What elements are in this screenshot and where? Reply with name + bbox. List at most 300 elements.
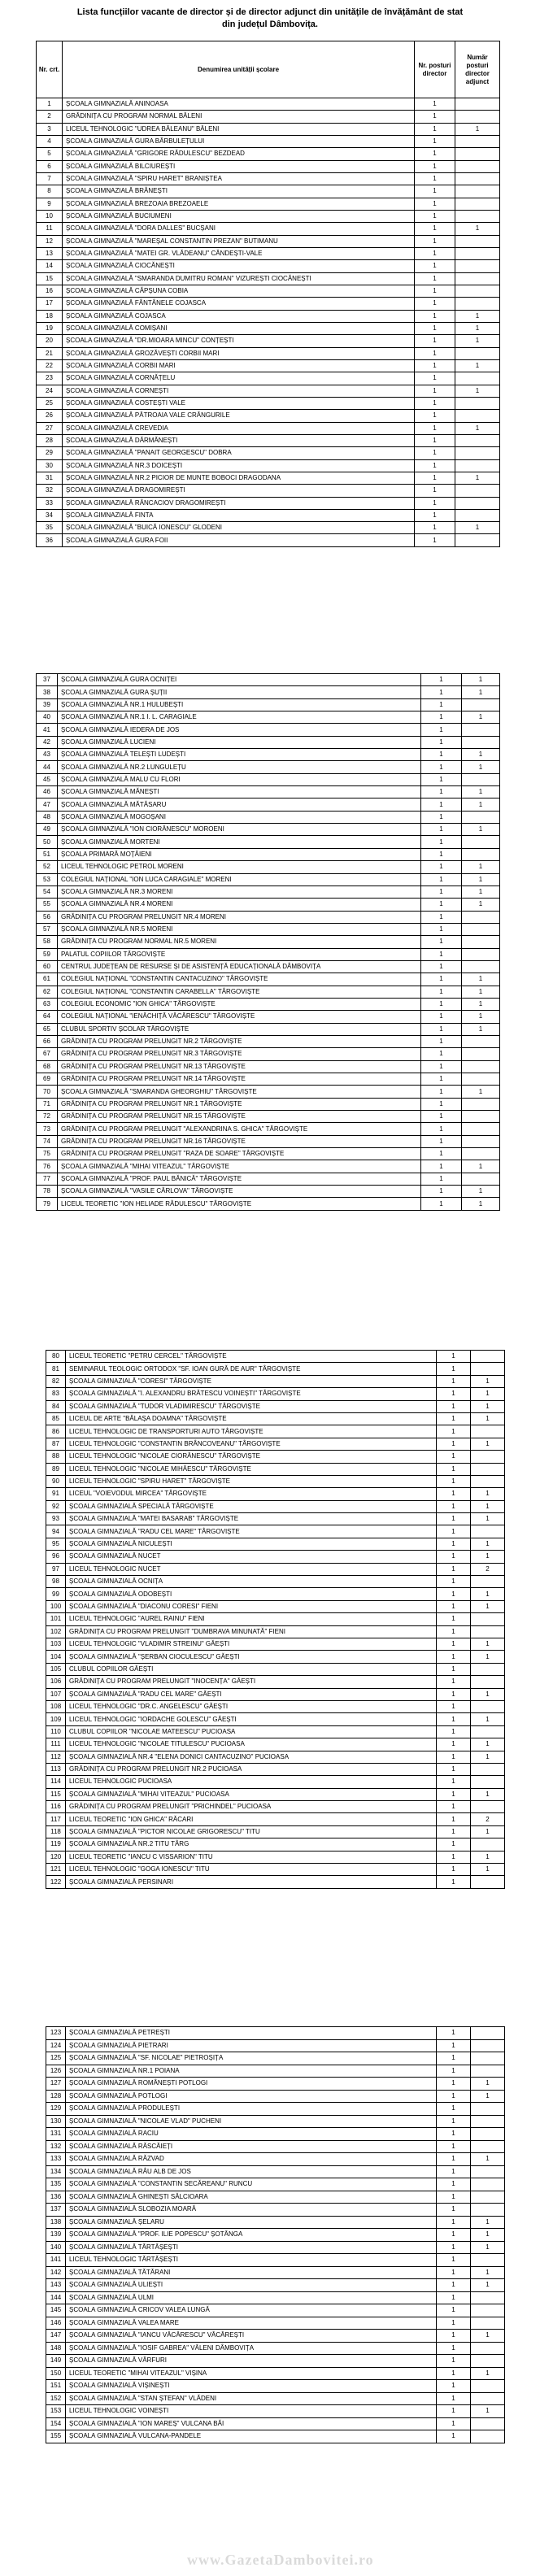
deputy-posts: 1 xyxy=(462,973,500,986)
deputy-posts: 1 xyxy=(471,2266,505,2279)
deputy-posts: 1 xyxy=(471,1500,505,1512)
unit-name: GRĂDINIȚA CU PROGRAM PRELUNGIT NR.13 TÂRGOVIȘTE xyxy=(58,1060,421,1073)
deputy-posts: 1 xyxy=(471,2216,505,2229)
director-posts: 1 xyxy=(421,1160,462,1173)
deputy-posts xyxy=(471,1475,505,1487)
deputy-posts: 1 xyxy=(471,1438,505,1450)
table-row xyxy=(37,824,500,836)
director-posts: 1 xyxy=(415,385,455,397)
row-number: 35 xyxy=(37,522,63,534)
table-row xyxy=(46,1788,505,1800)
row-number: 93 xyxy=(46,1513,66,1525)
table-row xyxy=(37,698,500,711)
director-posts: 1 xyxy=(437,2103,471,2116)
row-number: 118 xyxy=(46,1825,66,1838)
table-row xyxy=(46,1738,505,1751)
table-row xyxy=(46,2178,505,2191)
table-row xyxy=(37,359,500,372)
row-number: 24 xyxy=(37,385,63,397)
director-posts: 1 xyxy=(437,2417,471,2430)
deputy-posts: 2 xyxy=(471,1563,505,1575)
director-posts: 1 xyxy=(437,1625,471,1638)
deputy-posts xyxy=(462,1073,500,1086)
deputy-posts: 1 xyxy=(471,1400,505,1412)
row-number: 87 xyxy=(46,1438,66,1450)
director-posts: 1 xyxy=(415,310,455,322)
row-number: 108 xyxy=(46,1700,66,1712)
unit-name: ȘCOALA GIMNAZIALĂ RĂSCĂIEȚI xyxy=(66,2140,437,2153)
unit-name: GRĂDINIȚA CU PROGRAM PRELUNGIT NR.4 MORENI xyxy=(58,911,421,923)
deputy-posts xyxy=(471,1725,505,1738)
director-posts: 1 xyxy=(437,2115,471,2128)
row-number: 59 xyxy=(37,948,58,960)
deputy-posts xyxy=(462,1123,500,1135)
director-posts: 1 xyxy=(437,2204,471,2217)
unit-name: ȘCOALA GIMNAZIALĂ MALU CU FLORI xyxy=(58,773,421,785)
unit-name: ȘCOALA GIMNAZIALĂ GURA OCNIȚEI xyxy=(58,674,421,686)
table-row xyxy=(46,1651,505,1663)
director-posts: 1 xyxy=(437,1425,471,1438)
deputy-posts xyxy=(455,434,500,446)
table-row xyxy=(37,936,500,948)
director-posts: 1 xyxy=(437,1363,471,1375)
row-number: 117 xyxy=(46,1813,66,1825)
deputy-posts xyxy=(462,923,500,935)
deputy-posts xyxy=(455,235,500,247)
table-row xyxy=(46,2266,505,2279)
row-number: 153 xyxy=(46,2405,66,2418)
deputy-posts: 1 xyxy=(471,1638,505,1650)
header-unit-name: Denumirea unității școlare xyxy=(63,41,415,98)
unit-name: ȘCOALA GIMNAZIALĂ VIȘINEȘTI xyxy=(66,2380,437,2393)
director-posts: 1 xyxy=(437,1725,471,1738)
row-number: 128 xyxy=(46,2090,66,2103)
director-posts: 1 xyxy=(437,1663,471,1675)
row-number: 1 xyxy=(37,98,63,111)
deputy-posts xyxy=(462,1098,500,1110)
director-posts: 1 xyxy=(437,1813,471,1825)
row-number: 2 xyxy=(37,111,63,123)
director-posts: 1 xyxy=(437,1825,471,1838)
deputy-posts xyxy=(471,1763,505,1775)
unit-name: LICEUL TEHNOLOGIC "NICOLAE CIORĂNESCU" TÂRGOVIȘTE xyxy=(66,1451,437,1463)
row-number: 133 xyxy=(46,2153,66,2166)
row-number: 36 xyxy=(37,534,63,546)
unit-name: LICEUL TEHNOLOGIC VOINEȘTI xyxy=(66,2405,437,2418)
deputy-posts: 1 xyxy=(471,1588,505,1600)
row-number: 134 xyxy=(46,2165,66,2178)
unit-name: ȘCOALA GIMNAZIALĂ "PROF. ILIE POPESCU" ȘOTÂNGA xyxy=(66,2229,437,2242)
unit-name: ȘCOALA GIMNAZIALĂ COJASCA xyxy=(63,310,415,322)
unit-name: ȘCOALA GIMNAZIALĂ "MATEI GR. VLĂDEANU" CĂNDEȘTI-VALE xyxy=(63,247,415,259)
unit-name: LICEUL TEHNOLOGIC TĂRTĂȘEȘTI xyxy=(66,2254,437,2267)
unit-name: ȘCOALA GIMNAZIALĂ ANINOASA xyxy=(63,98,415,111)
deputy-posts xyxy=(471,1700,505,1712)
row-number: 119 xyxy=(46,1838,66,1851)
deputy-posts xyxy=(471,1351,505,1363)
director-posts: 1 xyxy=(421,1148,462,1160)
deputy-posts: 1 xyxy=(471,1751,505,1763)
header-deputy-posts: Număr posturi director adjunct xyxy=(455,41,500,98)
row-number: 102 xyxy=(46,1625,66,1638)
director-posts: 1 xyxy=(421,861,462,873)
row-number: 73 xyxy=(37,1123,58,1135)
row-number: 94 xyxy=(46,1525,66,1538)
unit-name: LICEUL TEHNOLOGIC PETROL MORENI xyxy=(58,861,421,873)
deputy-posts xyxy=(471,2342,505,2355)
director-posts: 1 xyxy=(415,410,455,422)
deputy-posts xyxy=(471,2291,505,2304)
director-posts: 1 xyxy=(437,2052,471,2065)
director-posts: 1 xyxy=(415,335,455,347)
unit-name: LICEUL "VOIEVODUL MIRCEA" TÂRGOVIȘTE xyxy=(66,1488,437,1500)
row-number: 64 xyxy=(37,1011,58,1023)
row-number: 68 xyxy=(37,1060,58,1073)
unit-name: ȘCOALA GIMNAZIALĂ "GRIGORE RĂDULESCU" BEZDEAD xyxy=(63,148,415,160)
table-row xyxy=(46,2330,505,2343)
director-posts: 1 xyxy=(437,1551,471,1563)
deputy-posts xyxy=(471,2317,505,2330)
row-number: 49 xyxy=(37,824,58,836)
table-row xyxy=(46,2417,505,2430)
row-number: 52 xyxy=(37,861,58,873)
vacancies-table-segment xyxy=(46,2026,505,2443)
deputy-posts xyxy=(471,1676,505,1688)
unit-name: ȘCOALA GIMNAZIALĂ "MIHAI VITEAZUL" TÂRGOVIȘTE xyxy=(58,1160,421,1173)
deputy-posts xyxy=(471,2039,505,2052)
table-row xyxy=(46,2090,505,2103)
deputy-posts xyxy=(462,848,500,860)
row-number: 89 xyxy=(46,1463,66,1475)
deputy-posts xyxy=(455,272,500,285)
row-number: 3 xyxy=(37,123,63,135)
row-number: 9 xyxy=(37,198,63,210)
unit-name: GRĂDINIȚA CU PROGRAM PRELUNGIT NR.16 TÂRGOVIȘTE xyxy=(58,1135,421,1147)
row-number: 112 xyxy=(46,1751,66,1763)
deputy-posts xyxy=(471,2254,505,2267)
director-posts: 1 xyxy=(421,911,462,923)
deputy-posts: 1 xyxy=(462,1186,500,1198)
unit-name: PALATUL COPIILOR TÂRGOVIȘTE xyxy=(58,948,421,960)
unit-name: ȘCOALA GIMNAZIALĂ "SMARANDA GHEORGHIU" TÂRGOVIȘTE xyxy=(58,1086,421,1098)
row-number: 54 xyxy=(37,886,58,898)
director-posts: 1 xyxy=(415,397,455,409)
deputy-posts: 1 xyxy=(471,1738,505,1751)
unit-name: LICEUL TEHNOLOGIC NUCET xyxy=(66,1563,437,1575)
deputy-posts xyxy=(471,2178,505,2191)
row-number: 34 xyxy=(37,509,63,521)
table-row xyxy=(37,724,500,736)
table-row xyxy=(46,1351,505,1363)
table-row xyxy=(46,2153,505,2166)
unit-name: LICEUL TEORETIC "IANCU C VISSARION" TITU xyxy=(66,1851,437,1863)
unit-name: ȘCOALA GIMNAZIALĂ BRĂNEȘTI xyxy=(63,185,415,198)
director-posts: 1 xyxy=(437,2342,471,2355)
table-row xyxy=(37,322,500,334)
director-posts: 1 xyxy=(437,1488,471,1500)
director-posts: 1 xyxy=(437,2140,471,2153)
row-number: 97 xyxy=(46,1563,66,1575)
unit-name: GRĂDINIȚA CU PROGRAM PRELUNGIT "RAZA DE SOARE" TÂRGOVIȘTE xyxy=(58,1148,421,1160)
unit-name: ȘCOALA GIMNAZIALĂ TĂRTĂȘEȘTI xyxy=(66,2241,437,2254)
table-row xyxy=(46,2128,505,2141)
row-number: 72 xyxy=(37,1111,58,1123)
deputy-posts xyxy=(471,1363,505,1375)
table-row xyxy=(46,2241,505,2254)
row-number: 16 xyxy=(37,285,63,297)
director-posts: 1 xyxy=(421,698,462,711)
director-posts: 1 xyxy=(421,1086,462,1098)
director-posts: 1 xyxy=(421,899,462,911)
deputy-posts xyxy=(462,960,500,973)
row-number: 155 xyxy=(46,2430,66,2443)
deputy-posts xyxy=(471,2128,505,2141)
deputy-posts xyxy=(471,2103,505,2116)
unit-name: GRĂDINIȚA CU PROGRAM PRELUNGIT NR.3 TÂRGOVIȘTE xyxy=(58,1048,421,1060)
table-row xyxy=(46,2430,505,2443)
row-number: 125 xyxy=(46,2052,66,2065)
unit-name: LICEUL TEORETIC "MIHAI VITEAZUL" VIȘINA xyxy=(66,2367,437,2380)
unit-name: ȘCOALA GIMNAZIALĂ "DIACONU CORESI" FIENI xyxy=(66,1600,437,1612)
table-row xyxy=(46,1525,505,1538)
unit-name: ȘCOALA GIMNAZIALĂ ULIEȘTI xyxy=(66,2279,437,2292)
page-title xyxy=(49,7,491,31)
table-row xyxy=(37,497,500,509)
table-row xyxy=(46,1513,505,1525)
deputy-posts xyxy=(455,98,500,111)
deputy-posts xyxy=(455,185,500,198)
table-row xyxy=(37,948,500,960)
unit-name: ȘCOALA GIMNAZIALĂ "PROF. PAUL BĂNICĂ" TÂRGOVIȘTE xyxy=(58,1173,421,1185)
table-row xyxy=(46,2103,505,2116)
director-posts: 1 xyxy=(437,1438,471,1450)
row-number: 85 xyxy=(46,1412,66,1425)
director-posts: 1 xyxy=(421,948,462,960)
table-row xyxy=(37,836,500,848)
table-row xyxy=(37,310,500,322)
unit-name: ȘCOALA GIMNAZIALĂ FINTA xyxy=(63,509,415,521)
row-number: 131 xyxy=(46,2128,66,2141)
table-row xyxy=(37,773,500,785)
director-posts: 1 xyxy=(421,1011,462,1023)
deputy-posts: 1 xyxy=(471,2078,505,2091)
row-number: 146 xyxy=(46,2317,66,2330)
table-row xyxy=(46,2165,505,2178)
unit-name: ȘCOALA GIMNAZIALĂ PRODULEȘTI xyxy=(66,2103,437,2116)
table-row xyxy=(46,2342,505,2355)
director-posts: 1 xyxy=(421,1048,462,1060)
table-row xyxy=(46,2317,505,2330)
director-posts: 1 xyxy=(415,298,455,310)
unit-name: GRĂDINIȚA CU PROGRAM PRELUNGIT NR.1 TÂRGOVIȘTE xyxy=(58,1098,421,1110)
unit-name: ȘCOALA GIMNAZIALĂ "SF. NICOLAE" PIETROȘIȚA xyxy=(66,2052,437,2065)
director-posts: 1 xyxy=(437,1513,471,1525)
director-posts: 1 xyxy=(437,1864,471,1876)
deputy-posts xyxy=(455,111,500,123)
row-number: 21 xyxy=(37,347,63,359)
row-number: 110 xyxy=(46,1725,66,1738)
deputy-posts: 1 xyxy=(462,761,500,773)
table-row xyxy=(46,2304,505,2317)
unit-name: COLEGIUL NAȚIONAL "IENĂCHIȚĂ VĂCĂRESCU" TÂRGOVIȘTE xyxy=(58,1011,421,1023)
deputy-posts xyxy=(455,485,500,497)
row-number: 29 xyxy=(37,447,63,459)
deputy-posts xyxy=(455,298,500,310)
row-number: 116 xyxy=(46,1801,66,1813)
unit-name: ȘCOALA GIMNAZIALĂ ROMÂNEȘTI POTLOGI xyxy=(66,2078,437,2091)
deputy-posts xyxy=(462,1148,500,1160)
director-posts: 1 xyxy=(415,359,455,372)
director-posts: 1 xyxy=(437,2279,471,2292)
row-number: 147 xyxy=(46,2330,66,2343)
deputy-posts xyxy=(471,1838,505,1851)
row-number: 14 xyxy=(37,260,63,272)
unit-name: SEMINARUL TEOLOGIC ORTODOX "SF. IOAN GURĂ DE AUR" TÂRGOVIȘTE xyxy=(66,1363,437,1375)
row-number: 154 xyxy=(46,2417,66,2430)
deputy-posts xyxy=(462,811,500,823)
table-row xyxy=(46,2027,505,2040)
director-posts: 1 xyxy=(415,98,455,111)
row-number: 132 xyxy=(46,2140,66,2153)
deputy-posts xyxy=(471,2027,505,2040)
row-number: 6 xyxy=(37,160,63,172)
deputy-posts: 1 xyxy=(471,1688,505,1700)
unit-name: LICEUL TEHNOLOGIC "GOGA IONESCU" TITU xyxy=(66,1864,437,1876)
deputy-posts: 1 xyxy=(455,335,500,347)
table-row xyxy=(37,98,500,111)
unit-name: LICEUL TEHNOLOGIC PUCIOASA xyxy=(66,1776,437,1788)
deputy-posts: 1 xyxy=(471,1538,505,1550)
deputy-posts xyxy=(455,497,500,509)
deputy-posts: 1 xyxy=(471,2330,505,2343)
table-row xyxy=(37,1160,500,1173)
deputy-posts: 1 xyxy=(462,886,500,898)
row-number: 25 xyxy=(37,397,63,409)
table-row xyxy=(37,761,500,773)
director-posts: 1 xyxy=(437,1651,471,1663)
deputy-posts xyxy=(471,1625,505,1638)
deputy-posts xyxy=(471,2065,505,2078)
table-row xyxy=(37,736,500,748)
row-number: 101 xyxy=(46,1613,66,1625)
unit-name: CLUBUL COPIILOR GĂEȘTI xyxy=(66,1663,437,1675)
unit-name: ȘCOALA GIMNAZIALĂ NR.5 MORENI xyxy=(58,923,421,935)
unit-name: ȘCOALA GIMNAZIALĂ "STAN ȘTEFAN" VLĂDENI xyxy=(66,2392,437,2405)
unit-name: ȘCOALA GIMNAZIALĂ MĂTĂSARU xyxy=(58,798,421,811)
unit-name: ȘCOALA GIMNAZIALĂ "RADU CEL MARE" TÂRGOVIȘTE xyxy=(66,1525,437,1538)
table-row xyxy=(37,786,500,798)
row-number: 65 xyxy=(37,1023,58,1035)
table-row xyxy=(46,1751,505,1763)
director-posts: 1 xyxy=(437,1525,471,1538)
deputy-posts xyxy=(462,773,500,785)
deputy-posts: 1 xyxy=(471,1412,505,1425)
deputy-posts xyxy=(462,936,500,948)
deputy-posts xyxy=(455,447,500,459)
director-posts: 1 xyxy=(421,886,462,898)
table-row xyxy=(37,185,500,198)
table-row xyxy=(37,973,500,986)
unit-name: ȘCOALA GIMNAZIALĂ RÂNCACIOV DRAGOMIREȘTI xyxy=(63,497,415,509)
row-number: 31 xyxy=(37,472,63,484)
row-number: 71 xyxy=(37,1098,58,1110)
unit-name: ȘCOALA GIMNAZIALĂ GROZĂVEȘTI CORBII MARI xyxy=(63,347,415,359)
director-posts: 1 xyxy=(437,1801,471,1813)
row-number: 50 xyxy=(37,836,58,848)
row-number: 11 xyxy=(37,223,63,235)
director-posts: 1 xyxy=(415,522,455,534)
row-number: 32 xyxy=(37,485,63,497)
table-row xyxy=(37,410,500,422)
table-row xyxy=(46,1663,505,1675)
table-row xyxy=(37,298,500,310)
deputy-posts xyxy=(471,1576,505,1588)
director-posts: 1 xyxy=(437,2392,471,2405)
deputy-posts xyxy=(462,1035,500,1047)
director-posts: 1 xyxy=(437,2304,471,2317)
unit-name: ȘCOALA GIMNAZIALĂ CIOCĂNEȘTI xyxy=(63,260,415,272)
unit-name: ȘCOALA GIMNAZIALĂ DRAGOMIREȘTI xyxy=(63,485,415,497)
deputy-posts xyxy=(471,2392,505,2405)
table-row xyxy=(37,686,500,698)
deputy-posts: 1 xyxy=(455,123,500,135)
deputy-posts xyxy=(471,1776,505,1788)
director-posts: 1 xyxy=(415,223,455,235)
table-row xyxy=(46,1438,505,1450)
table-header-row xyxy=(37,41,500,98)
row-number: 67 xyxy=(37,1048,58,1060)
director-posts: 1 xyxy=(421,1060,462,1073)
table-row xyxy=(46,2078,505,2091)
director-posts: 1 xyxy=(437,1713,471,1725)
table-row xyxy=(37,210,500,222)
table-row xyxy=(46,1488,505,1500)
director-posts: 1 xyxy=(421,1023,462,1035)
unit-name: ȘCOALA GIMNAZIALĂ CREVEDIA xyxy=(63,422,415,434)
table-row xyxy=(46,2279,505,2292)
table-row xyxy=(37,798,500,811)
director-posts: 1 xyxy=(437,1763,471,1775)
table-row xyxy=(37,247,500,259)
deputy-posts: 1 xyxy=(471,1513,505,1525)
row-number: 46 xyxy=(37,786,58,798)
deputy-posts xyxy=(471,2417,505,2430)
row-number: 103 xyxy=(46,1638,66,1650)
deputy-posts: 1 xyxy=(471,1864,505,1876)
unit-name: ȘCOALA GIMNAZIALĂ VÂRFURI xyxy=(66,2355,437,2368)
unit-name: CLUBUL COPIILOR "NICOLAE MATEESCU" PUCIOASA xyxy=(66,1725,437,1738)
director-posts: 1 xyxy=(437,2380,471,2393)
deputy-posts xyxy=(455,160,500,172)
table-row xyxy=(46,2254,505,2267)
deputy-posts xyxy=(462,736,500,748)
row-number: 30 xyxy=(37,459,63,472)
director-posts: 1 xyxy=(437,2355,471,2368)
unit-name: COLEGIUL NAȚIONAL "CONSTANTIN CARABELLA" TÂRGOVIȘTE xyxy=(58,986,421,998)
table-row xyxy=(37,886,500,898)
table-row xyxy=(46,1638,505,1650)
unit-name: ȘCOALA GIMNAZIALĂ ULMI xyxy=(66,2291,437,2304)
deputy-posts: 1 xyxy=(455,359,500,372)
deputy-posts xyxy=(455,247,500,259)
deputy-posts: 1 xyxy=(471,2153,505,2166)
unit-name: ȘCOALA GIMNAZIALĂ NR.3 DOICEȘTI xyxy=(63,459,415,472)
header-director-posts: Nr. posturi director xyxy=(415,41,455,98)
director-posts: 1 xyxy=(437,2405,471,2418)
row-number: 42 xyxy=(37,736,58,748)
unit-name: ȘCOALA GIMNAZIALĂ NR.3 MORENI xyxy=(58,886,421,898)
table-row xyxy=(46,1801,505,1813)
